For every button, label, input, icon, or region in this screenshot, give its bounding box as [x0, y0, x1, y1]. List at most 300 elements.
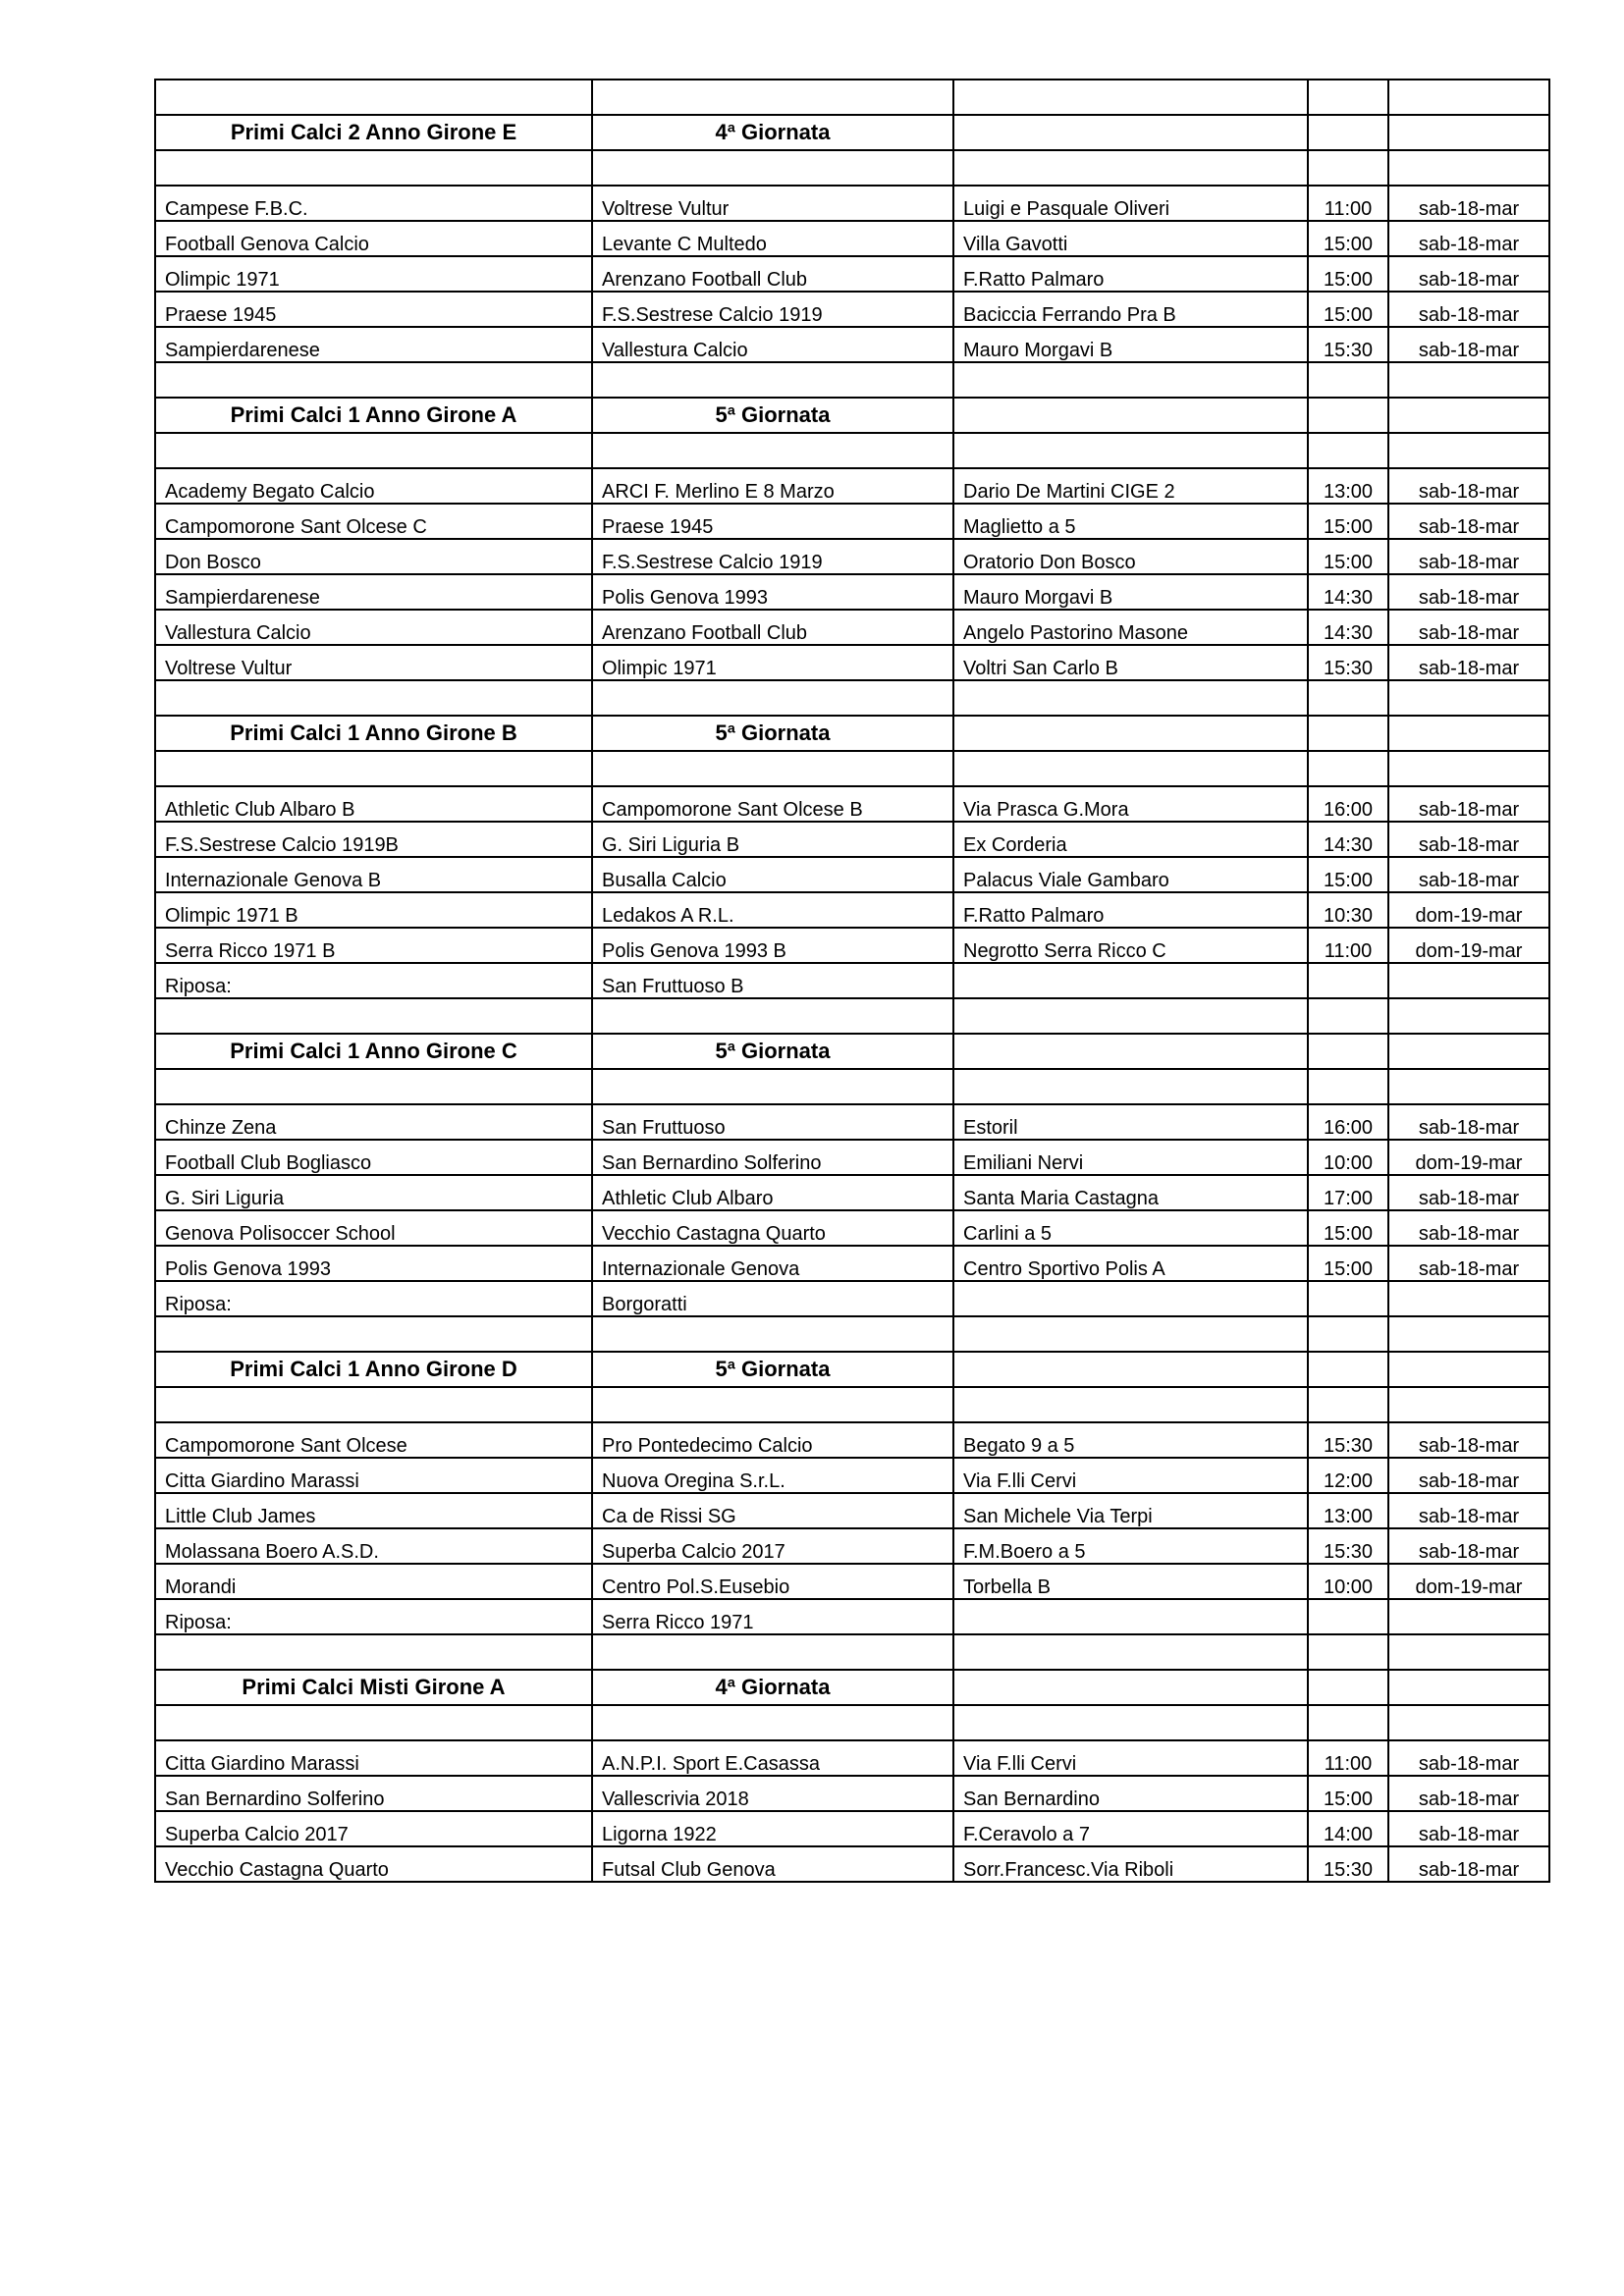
date-cell: [1388, 716, 1549, 751]
section-title: Primi Calci 2 Anno Girone E: [155, 115, 592, 150]
match-time: 15:00: [1308, 221, 1388, 256]
match-time: 15:30: [1308, 327, 1388, 362]
section-header-row: [155, 1670, 1549, 1705]
match-row: [155, 610, 1549, 645]
match-date: sab-18-mar: [1388, 857, 1549, 892]
venue: Luigi e Pasquale Oliveri: [953, 186, 1308, 221]
match-row: [155, 1740, 1549, 1776]
date-cell: [1388, 1599, 1549, 1634]
match-date: sab-18-mar: [1388, 610, 1549, 645]
match-row: [155, 1104, 1549, 1140]
venue-cell: [953, 716, 1308, 751]
time-cell: [1308, 680, 1388, 716]
time-cell: [1308, 150, 1388, 186]
date-cell: [1388, 1034, 1549, 1069]
match-time: 15:00: [1308, 292, 1388, 327]
away-team: San Bernardino Solferino: [592, 1140, 953, 1175]
venue: Santa Maria Castagna: [953, 1175, 1308, 1210]
date-cell: [1388, 362, 1549, 398]
date-cell: [1388, 998, 1549, 1034]
home-team: Sampierdarenese: [155, 574, 592, 610]
away-cell: [592, 1069, 953, 1104]
match-date: dom-19-mar: [1388, 892, 1549, 928]
match-row: [155, 1811, 1549, 1846]
match-date: sab-18-mar: [1388, 1493, 1549, 1528]
venue: F.M.Boero a 5: [953, 1528, 1308, 1564]
spacer-row: [155, 680, 1549, 716]
home-team: Voltrese Vultur: [155, 645, 592, 680]
date-cell: [1388, 1352, 1549, 1387]
match-row: [155, 539, 1549, 574]
match-time: 15:00: [1308, 1210, 1388, 1246]
venue-cell: [953, 362, 1308, 398]
rest-label: Riposa:: [155, 1599, 592, 1634]
venue-cell: [953, 1599, 1308, 1634]
time-cell: [1308, 1387, 1388, 1422]
match-row: [155, 928, 1549, 963]
venue: F.Ratto Palmaro: [953, 892, 1308, 928]
away-team: A.N.P.I. Sport E.Casassa: [592, 1740, 953, 1776]
venue-cell: [953, 963, 1308, 998]
home-team: Polis Genova 1993: [155, 1246, 592, 1281]
time-cell: [1308, 1352, 1388, 1387]
home-team: Campomorone Sant Olcese C: [155, 504, 592, 539]
venue-cell: [953, 1316, 1308, 1352]
venue: Emiliani Nervi: [953, 1140, 1308, 1175]
date-cell: [1388, 1670, 1549, 1705]
match-time: 14:30: [1308, 822, 1388, 857]
match-row: [155, 1210, 1549, 1246]
match-time: 13:00: [1308, 468, 1388, 504]
venue-cell: [953, 80, 1308, 115]
spacer-row: [155, 751, 1549, 786]
away-team: Voltrese Vultur: [592, 186, 953, 221]
section-header-row: [155, 115, 1549, 150]
match-row: [155, 1846, 1549, 1882]
rest-row: [155, 1599, 1549, 1634]
home-team: Praese 1945: [155, 292, 592, 327]
away-cell: [592, 433, 953, 468]
away-team: F.S.Sestrese Calcio 1919: [592, 539, 953, 574]
away-team: F.S.Sestrese Calcio 1919: [592, 292, 953, 327]
section-header-row: [155, 1352, 1549, 1387]
venue: Voltri San Carlo B: [953, 645, 1308, 680]
rest-label: Riposa:: [155, 963, 592, 998]
match-time: 10:30: [1308, 892, 1388, 928]
match-row: [155, 574, 1549, 610]
date-cell: [1388, 1387, 1549, 1422]
venue-cell: [953, 1670, 1308, 1705]
match-date: sab-18-mar: [1388, 1740, 1549, 1776]
match-row: [155, 504, 1549, 539]
away-team: G. Siri Liguria B: [592, 822, 953, 857]
match-row: [155, 292, 1549, 327]
match-date: sab-18-mar: [1388, 786, 1549, 822]
match-time: 13:00: [1308, 1493, 1388, 1528]
venue: Carlini a 5: [953, 1210, 1308, 1246]
venue: Negrotto Serra Ricco C: [953, 928, 1308, 963]
match-date: sab-18-mar: [1388, 1246, 1549, 1281]
match-time: 15:00: [1308, 1776, 1388, 1811]
home-cell: [155, 1387, 592, 1422]
match-time: 15:00: [1308, 256, 1388, 292]
away-cell: [592, 362, 953, 398]
venue: Sorr.Francesc.Via Riboli: [953, 1846, 1308, 1882]
home-team: Olimpic 1971 B: [155, 892, 592, 928]
spacer-row: [155, 1705, 1549, 1740]
venue-cell: [953, 1705, 1308, 1740]
away-team: Polis Genova 1993: [592, 574, 953, 610]
venue: Torbella B: [953, 1564, 1308, 1599]
match-row: [155, 1175, 1549, 1210]
section-header-row: [155, 1034, 1549, 1069]
home-team: Chinze Zena: [155, 1104, 592, 1140]
match-date: sab-18-mar: [1388, 822, 1549, 857]
venue: Mauro Morgavi B: [953, 574, 1308, 610]
venue: San Michele Via Terpi: [953, 1493, 1308, 1528]
venue: Palacus Viale Gambaro: [953, 857, 1308, 892]
match-row: [155, 468, 1549, 504]
section-title: Primi Calci 1 Anno Girone C: [155, 1034, 592, 1069]
time-cell: [1308, 1705, 1388, 1740]
match-date: sab-18-mar: [1388, 1104, 1549, 1140]
match-row: [155, 1564, 1549, 1599]
match-date: sab-18-mar: [1388, 468, 1549, 504]
match-time: 15:00: [1308, 504, 1388, 539]
home-cell: [155, 1705, 592, 1740]
venue: Estoril: [953, 1104, 1308, 1140]
away-team: Polis Genova 1993 B: [592, 928, 953, 963]
match-date: sab-18-mar: [1388, 645, 1549, 680]
home-team: G. Siri Liguria: [155, 1175, 592, 1210]
spacer-row: [155, 362, 1549, 398]
date-cell: [1388, 751, 1549, 786]
match-time: 16:00: [1308, 1104, 1388, 1140]
match-date: sab-18-mar: [1388, 327, 1549, 362]
match-date: sab-18-mar: [1388, 292, 1549, 327]
match-row: [155, 1776, 1549, 1811]
rest-team: Serra Ricco 1971: [592, 1599, 953, 1634]
date-cell: [1388, 1281, 1549, 1316]
time-cell: [1308, 1069, 1388, 1104]
time-cell: [1308, 998, 1388, 1034]
match-date: dom-19-mar: [1388, 1564, 1549, 1599]
match-row: [155, 1528, 1549, 1564]
away-team: ARCI F. Merlino E 8 Marzo: [592, 468, 953, 504]
match-time: 16:00: [1308, 786, 1388, 822]
home-team: Campese F.B.C.: [155, 186, 592, 221]
match-date: sab-18-mar: [1388, 1422, 1549, 1458]
spacer-row: [155, 150, 1549, 186]
section-title: Primi Calci 1 Anno Girone A: [155, 398, 592, 433]
section-header-row: [155, 398, 1549, 433]
venue-cell: [953, 1069, 1308, 1104]
section-title: Primi Calci 1 Anno Girone B: [155, 716, 592, 751]
venue: Dario De Martini CIGE 2: [953, 468, 1308, 504]
match-time: 15:00: [1308, 1246, 1388, 1281]
spacer-row: [155, 1316, 1549, 1352]
spacer-row: [155, 433, 1549, 468]
fixtures-body: [155, 80, 1549, 1882]
venue: Villa Gavotti: [953, 221, 1308, 256]
venue-cell: [953, 398, 1308, 433]
away-team: Busalla Calcio: [592, 857, 953, 892]
away-team: Olimpic 1971: [592, 645, 953, 680]
venue: Mauro Morgavi B: [953, 327, 1308, 362]
match-time: 15:00: [1308, 539, 1388, 574]
match-time: 10:00: [1308, 1140, 1388, 1175]
home-team: Citta Giardino Marassi: [155, 1458, 592, 1493]
match-date: sab-18-mar: [1388, 1846, 1549, 1882]
date-cell: [1388, 115, 1549, 150]
venue: F.Ratto Palmaro: [953, 256, 1308, 292]
venue: Centro Sportivo Polis A: [953, 1246, 1308, 1281]
rest-row: [155, 1281, 1549, 1316]
away-team: Arenzano Football Club: [592, 256, 953, 292]
home-team: Football Club Bogliasco: [155, 1140, 592, 1175]
match-row: [155, 1422, 1549, 1458]
away-cell: [592, 680, 953, 716]
home-team: Internazionale Genova B: [155, 857, 592, 892]
away-team: Ledakos A R.L.: [592, 892, 953, 928]
section-title: Primi Calci Misti Girone A: [155, 1670, 592, 1705]
away-team: Arenzano Football Club: [592, 610, 953, 645]
match-date: sab-18-mar: [1388, 186, 1549, 221]
away-cell: [592, 1705, 953, 1740]
match-time: 14:00: [1308, 1811, 1388, 1846]
date-cell: [1388, 80, 1549, 115]
home-cell: [155, 80, 592, 115]
time-cell: [1308, 433, 1388, 468]
venue: F.Ceravolo a 7: [953, 1811, 1308, 1846]
section-round: 5ª Giornata: [592, 1352, 953, 1387]
venue-cell: [953, 751, 1308, 786]
section-title: Primi Calci 1 Anno Girone D: [155, 1352, 592, 1387]
match-date: sab-18-mar: [1388, 504, 1549, 539]
match-time: 15:30: [1308, 1846, 1388, 1882]
date-cell: [1388, 1069, 1549, 1104]
home-team: F.S.Sestrese Calcio 1919B: [155, 822, 592, 857]
match-row: [155, 256, 1549, 292]
away-team: Internazionale Genova: [592, 1246, 953, 1281]
away-team: Centro Pol.S.Eusebio: [592, 1564, 953, 1599]
match-date: sab-18-mar: [1388, 574, 1549, 610]
match-row: [155, 892, 1549, 928]
venue-cell: [953, 1634, 1308, 1670]
home-cell: [155, 150, 592, 186]
venue-cell: [953, 1034, 1308, 1069]
venue-cell: [953, 115, 1308, 150]
away-cell: [592, 80, 953, 115]
match-date: dom-19-mar: [1388, 928, 1549, 963]
home-cell: [155, 362, 592, 398]
venue-cell: [953, 433, 1308, 468]
match-row: [155, 1493, 1549, 1528]
away-team: Levante C Multedo: [592, 221, 953, 256]
match-time: 15:30: [1308, 1422, 1388, 1458]
date-cell: [1388, 433, 1549, 468]
time-cell: [1308, 751, 1388, 786]
rest-team: Borgoratti: [592, 1281, 953, 1316]
match-row: [155, 186, 1549, 221]
time-cell: [1308, 716, 1388, 751]
rest-label: Riposa:: [155, 1281, 592, 1316]
away-team: Vallestura Calcio: [592, 327, 953, 362]
match-time: 15:30: [1308, 1528, 1388, 1564]
away-team: San Fruttuoso: [592, 1104, 953, 1140]
match-time: 14:30: [1308, 610, 1388, 645]
home-team: Little Club James: [155, 1493, 592, 1528]
away-team: Nuova Oregina S.r.L.: [592, 1458, 953, 1493]
section-round: 4ª Giornata: [592, 115, 953, 150]
match-date: sab-18-mar: [1388, 539, 1549, 574]
match-date: sab-18-mar: [1388, 1528, 1549, 1564]
match-time: 11:00: [1308, 186, 1388, 221]
home-team: Sampierdarenese: [155, 327, 592, 362]
away-cell: [592, 751, 953, 786]
venue-cell: [953, 150, 1308, 186]
time-cell: [1308, 115, 1388, 150]
home-cell: [155, 1069, 592, 1104]
home-team: Vallestura Calcio: [155, 610, 592, 645]
section-round: 5ª Giornata: [592, 1034, 953, 1069]
section-round: 5ª Giornata: [592, 398, 953, 433]
time-cell: [1308, 963, 1388, 998]
time-cell: [1308, 1634, 1388, 1670]
fixtures-table: [154, 79, 1550, 1883]
venue-cell: [953, 680, 1308, 716]
match-time: 10:00: [1308, 1564, 1388, 1599]
time-cell: [1308, 1281, 1388, 1316]
away-team: Futsal Club Genova: [592, 1846, 953, 1882]
match-date: sab-18-mar: [1388, 1776, 1549, 1811]
time-cell: [1308, 398, 1388, 433]
away-cell: [592, 998, 953, 1034]
away-team: Vallescrivia 2018: [592, 1776, 953, 1811]
match-date: dom-19-mar: [1388, 1140, 1549, 1175]
time-cell: [1308, 1316, 1388, 1352]
time-cell: [1308, 1034, 1388, 1069]
spacer-row: [155, 80, 1549, 115]
match-date: sab-18-mar: [1388, 1175, 1549, 1210]
home-team: Serra Ricco 1971 B: [155, 928, 592, 963]
section-header-row: [155, 716, 1549, 751]
match-date: sab-18-mar: [1388, 1210, 1549, 1246]
match-row: [155, 1140, 1549, 1175]
venue: Ex Corderia: [953, 822, 1308, 857]
spacer-row: [155, 1387, 1549, 1422]
venue: Via Prasca G.Mora: [953, 786, 1308, 822]
venue: Begato 9 a 5: [953, 1422, 1308, 1458]
match-row: [155, 221, 1549, 256]
match-row: [155, 645, 1549, 680]
rest-team: San Fruttuoso B: [592, 963, 953, 998]
home-cell: [155, 680, 592, 716]
away-cell: [592, 1387, 953, 1422]
spacer-row: [155, 998, 1549, 1034]
venue: Angelo Pastorino Masone: [953, 610, 1308, 645]
match-date: sab-18-mar: [1388, 256, 1549, 292]
match-row: [155, 822, 1549, 857]
away-cell: [592, 1316, 953, 1352]
home-cell: [155, 751, 592, 786]
home-team: San Bernardino Solferino: [155, 1776, 592, 1811]
away-cell: [592, 150, 953, 186]
date-cell: [1388, 1705, 1549, 1740]
match-row: [155, 857, 1549, 892]
date-cell: [1388, 398, 1549, 433]
home-team: Campomorone Sant Olcese: [155, 1422, 592, 1458]
match-date: sab-18-mar: [1388, 221, 1549, 256]
away-team: Ligorna 1922: [592, 1811, 953, 1846]
match-time: 17:00: [1308, 1175, 1388, 1210]
match-row: [155, 1458, 1549, 1493]
match-time: 11:00: [1308, 928, 1388, 963]
away-team: Campomorone Sant Olcese B: [592, 786, 953, 822]
spacer-row: [155, 1069, 1549, 1104]
venue: Baciccia Ferrando Pra B: [953, 292, 1308, 327]
date-cell: [1388, 150, 1549, 186]
home-cell: [155, 433, 592, 468]
date-cell: [1388, 963, 1549, 998]
venue-cell: [953, 998, 1308, 1034]
match-time: 15:00: [1308, 857, 1388, 892]
home-team: Molassana Boero A.S.D.: [155, 1528, 592, 1564]
date-cell: [1388, 680, 1549, 716]
home-team: Morandi: [155, 1564, 592, 1599]
away-team: Vecchio Castagna Quarto: [592, 1210, 953, 1246]
spacer-row: [155, 1634, 1549, 1670]
venue-cell: [953, 1352, 1308, 1387]
home-team: Football Genova Calcio: [155, 221, 592, 256]
away-team: Pro Pontedecimo Calcio: [592, 1422, 953, 1458]
venue: San Bernardino: [953, 1776, 1308, 1811]
section-round: 4ª Giornata: [592, 1670, 953, 1705]
date-cell: [1388, 1634, 1549, 1670]
match-time: 12:00: [1308, 1458, 1388, 1493]
home-team: Superba Calcio 2017: [155, 1811, 592, 1846]
home-team: Don Bosco: [155, 539, 592, 574]
section-round: 5ª Giornata: [592, 716, 953, 751]
match-row: [155, 786, 1549, 822]
venue: Via F.lli Cervi: [953, 1740, 1308, 1776]
match-row: [155, 327, 1549, 362]
home-team: Genova Polisoccer School: [155, 1210, 592, 1246]
time-cell: [1308, 1670, 1388, 1705]
away-team: Athletic Club Albaro: [592, 1175, 953, 1210]
match-date: sab-18-mar: [1388, 1458, 1549, 1493]
home-team: Citta Giardino Marassi: [155, 1740, 592, 1776]
away-team: Praese 1945: [592, 504, 953, 539]
home-cell: [155, 998, 592, 1034]
match-time: 11:00: [1308, 1740, 1388, 1776]
home-cell: [155, 1316, 592, 1352]
venue: Via F.lli Cervi: [953, 1458, 1308, 1493]
match-time: 15:30: [1308, 645, 1388, 680]
away-cell: [592, 1634, 953, 1670]
match-row: [155, 1246, 1549, 1281]
venue: Maglietto a 5: [953, 504, 1308, 539]
time-cell: [1308, 80, 1388, 115]
time-cell: [1308, 1599, 1388, 1634]
time-cell: [1308, 362, 1388, 398]
home-cell: [155, 1634, 592, 1670]
away-team: Superba Calcio 2017: [592, 1528, 953, 1564]
match-date: sab-18-mar: [1388, 1811, 1549, 1846]
match-time: 14:30: [1308, 574, 1388, 610]
venue-cell: [953, 1387, 1308, 1422]
venue-cell: [953, 1281, 1308, 1316]
